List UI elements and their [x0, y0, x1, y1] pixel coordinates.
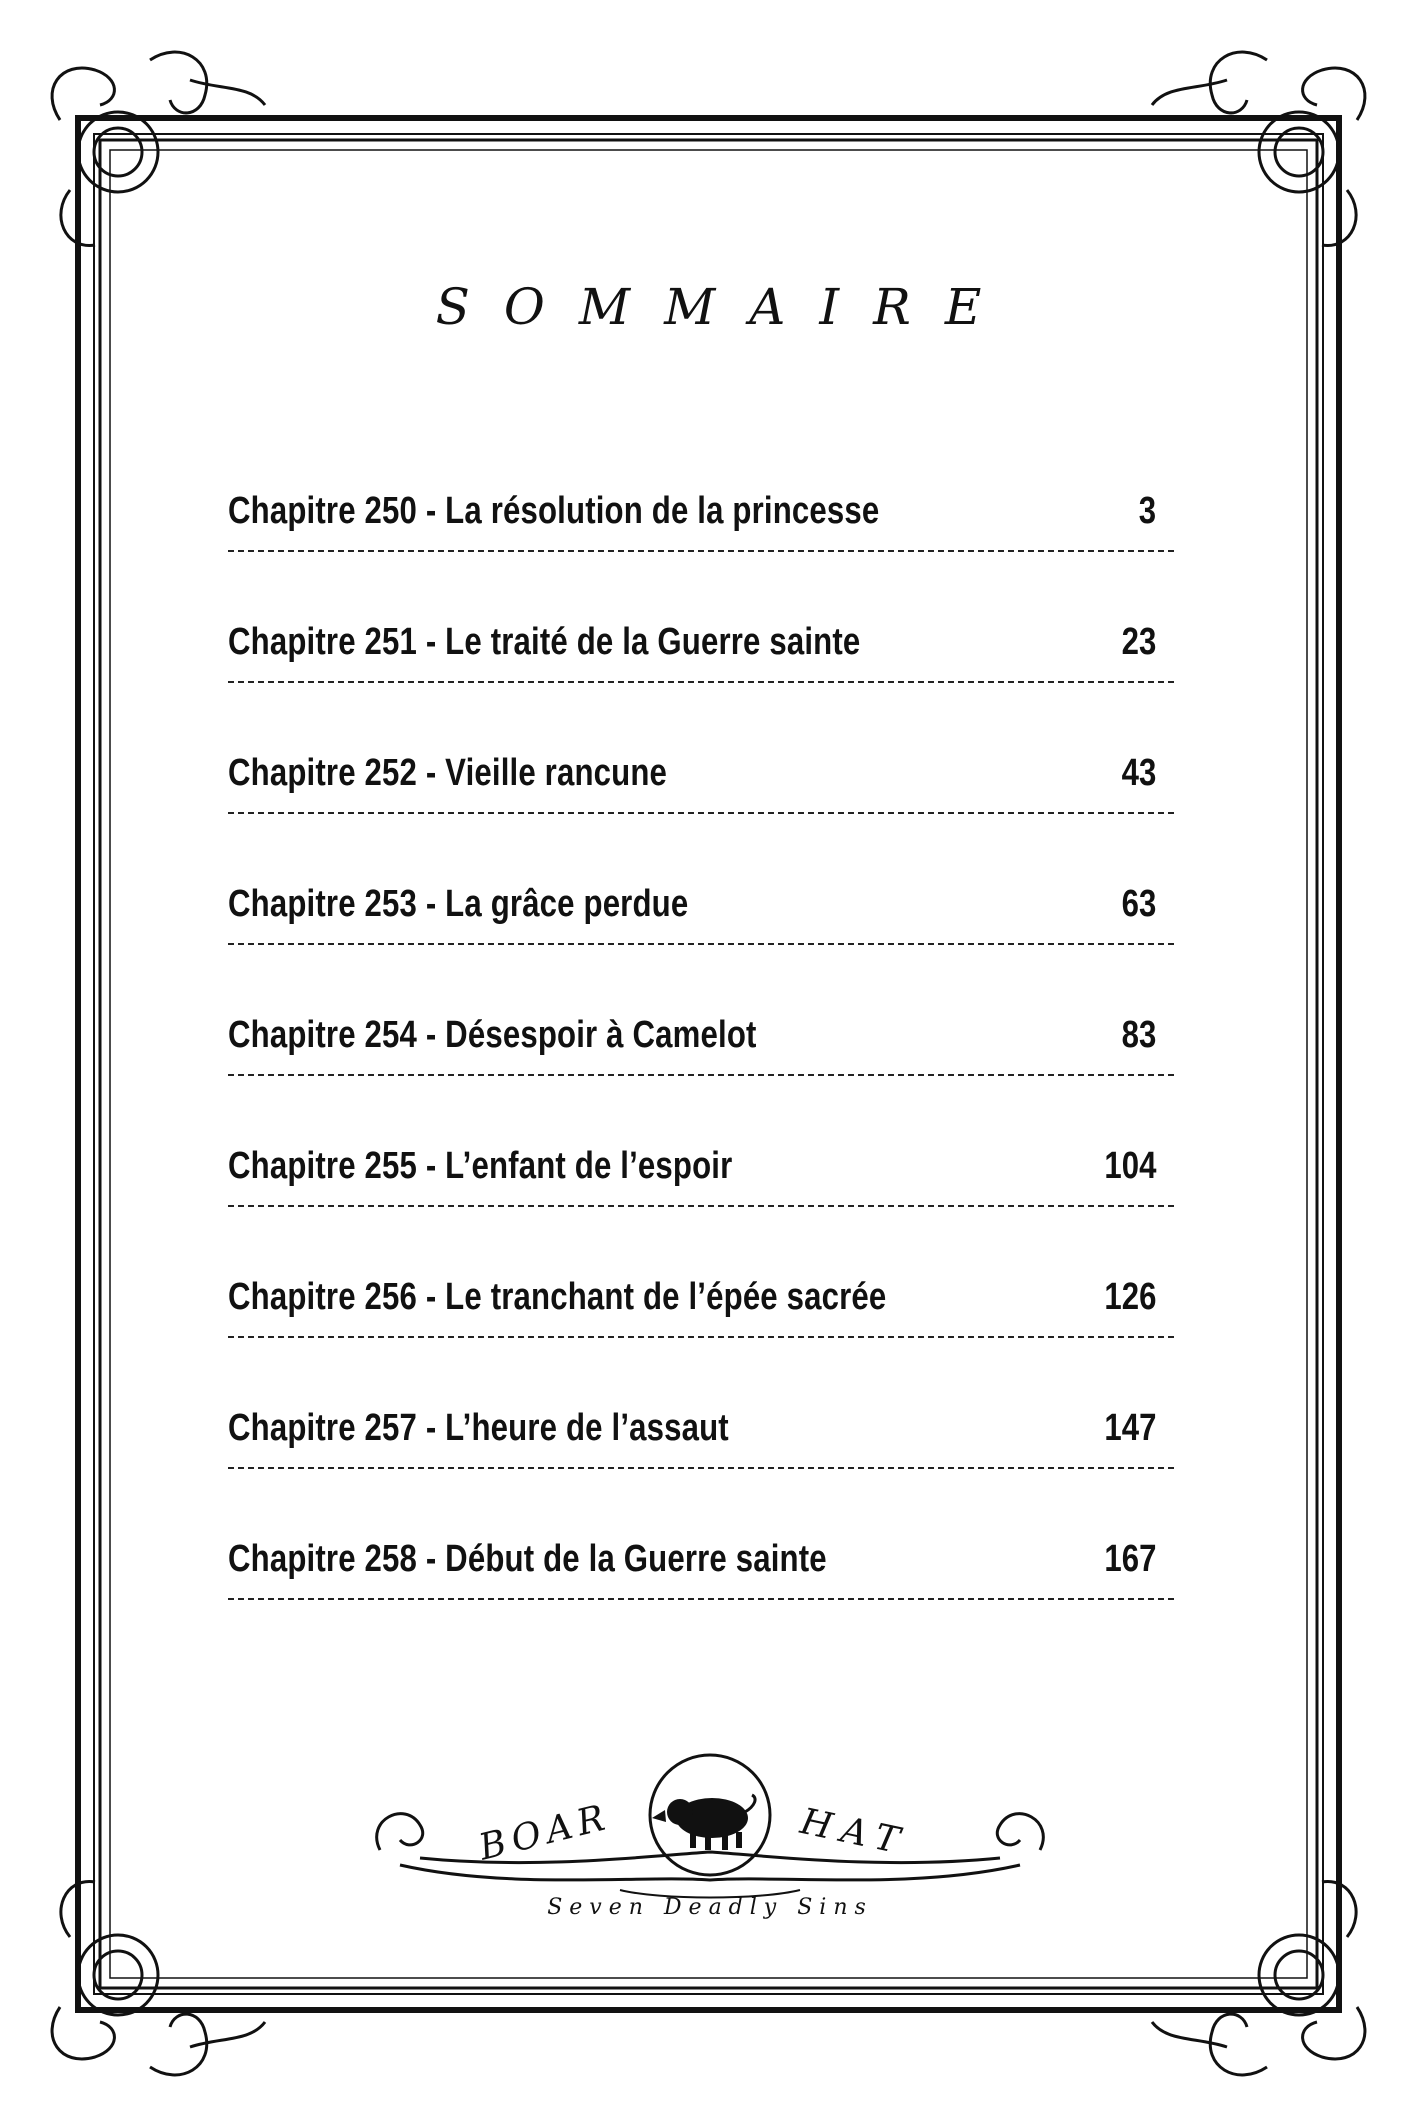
- toc-entry-label: Chapitre 255 - L’enfant de l’espoir: [228, 1145, 733, 1187]
- toc-entry-label: Chapitre 250 - La résolution de la princesse: [228, 490, 880, 532]
- dashed-leader: [228, 550, 1174, 552]
- dashed-leader: [228, 1336, 1174, 1338]
- toc-entry-label: Chapitre 258 - Début de la Guerre sainte: [228, 1538, 827, 1580]
- toc-entry-page: 147: [1104, 1407, 1156, 1449]
- toc-entry: [228, 1538, 1178, 1669]
- dashed-leader: [228, 1467, 1174, 1469]
- toc-entry: [228, 490, 1178, 621]
- page-title: SOMMAIRE: [435, 278, 1016, 336]
- toc-entry-page: 23: [1121, 621, 1156, 663]
- toc-entry: [228, 752, 1178, 883]
- logo-subtitle: Seven Deadly Sins: [547, 1895, 873, 1920]
- toc-entry-page: 83: [1121, 1014, 1156, 1056]
- table-of-contents: [228, 490, 1178, 1669]
- toc-entry-page: 104: [1104, 1145, 1156, 1187]
- dashed-leader: [228, 1074, 1174, 1076]
- toc-entry-label: Chapitre 257 - L’heure de l’assaut: [228, 1407, 729, 1449]
- dashed-leader: [228, 1205, 1174, 1207]
- dashed-leader: [228, 812, 1174, 814]
- boar-icon: [652, 1795, 755, 1850]
- corner-ornament-top-right: [1152, 52, 1365, 245]
- toc-entry: [228, 1014, 1178, 1145]
- toc-entry-page: 43: [1121, 752, 1156, 794]
- toc-entry-page: 167: [1104, 1538, 1156, 1580]
- logo-word-right: HAT: [796, 1801, 913, 1864]
- dashed-leader: [228, 1598, 1174, 1600]
- toc-entry-page: 126: [1104, 1276, 1156, 1318]
- toc-entry-page: 63: [1121, 883, 1156, 925]
- toc-entry-label: Chapitre 254 - Désespoir à Camelot: [228, 1014, 757, 1056]
- toc-entry-label: Chapitre 251 - Le traité de la Guerre sainte: [228, 621, 861, 663]
- toc-entry: [228, 1145, 1178, 1276]
- logo-word-left: BOAR: [475, 1796, 615, 1869]
- toc-entry: [228, 1276, 1178, 1407]
- dashed-leader: [228, 681, 1174, 683]
- toc-entry-label: Chapitre 252 - Vieille rancune: [228, 752, 668, 794]
- toc-entry: [228, 883, 1178, 1014]
- toc-entry-page: 3: [1138, 490, 1156, 532]
- toc-entry-label: Chapitre 253 - La grâce perdue: [228, 883, 689, 925]
- corner-ornament-top-left: [52, 52, 265, 245]
- toc-entry-label: Chapitre 256 - Le tranchant de l’épée sacrée: [228, 1276, 887, 1318]
- toc-entry: [228, 1407, 1178, 1538]
- toc-entry: [228, 621, 1178, 752]
- dashed-leader: [228, 943, 1174, 945]
- boar-hat-logo: [360, 1740, 1060, 1950]
